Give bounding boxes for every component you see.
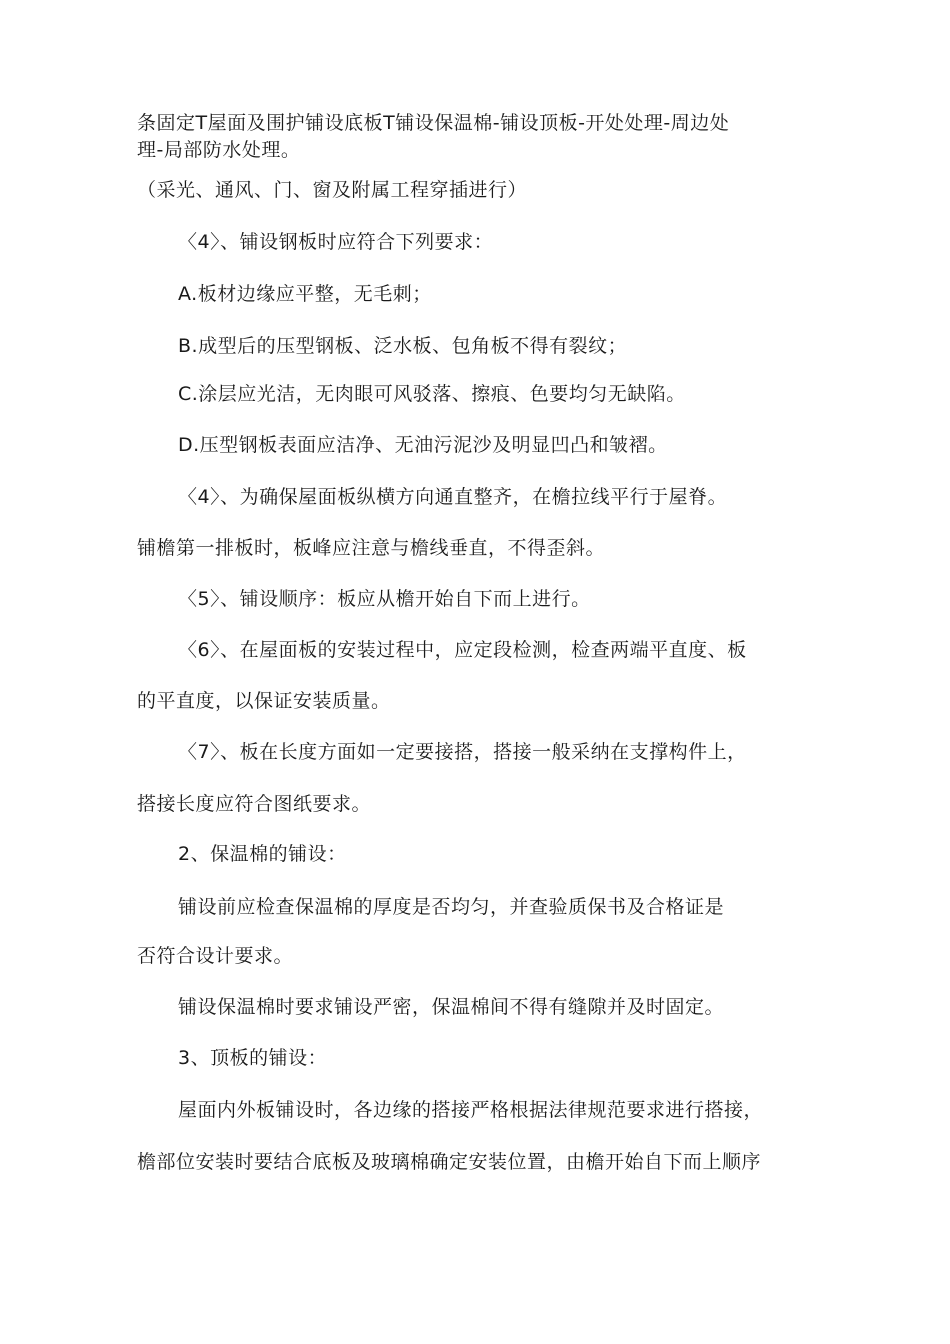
text-line: 铺设前应检查保温棉的厚度是否均匀，并查验质保书及合格证是 — [178, 896, 725, 918]
text-line: 的平直度，以保证安装质量。 — [137, 690, 391, 712]
text-line: 〈7〉、板在长度方面如一定要接搭，搭接一般采纳在支撑构件上， — [178, 741, 747, 763]
text-line: 铺设保温棉时要求铺设严密，保温棉间不得有缝隙并及时固定。 — [178, 996, 725, 1018]
text-line: C.涂层应光洁，无肉眼可风驳落、擦痕、色要均匀无缺陷。 — [178, 383, 686, 405]
text-line: 檐部位安装时要结合底板及玻璃棉确定安装位置，由檐开始自下而上顺序 — [137, 1151, 762, 1173]
text-line: D.压型钢板表面应洁净、无油污泥沙及明显凹凸和皱褶。 — [178, 434, 668, 456]
text-line: 〈4〉、为确保屋面板纵横方向通直整齐，在檐拉线平行于屋脊。 — [178, 486, 728, 508]
text-line: A.板材边缘应平整，无毛刺； — [178, 283, 432, 305]
text-line: 〈6〉、在屋面板的安装过程中，应定段检测，检查两端平直度、板 — [178, 639, 747, 661]
text-line: 铺檐第一排板时，板峰应注意与檐线垂直，不得歪斜。 — [137, 537, 606, 559]
text-line: 理-局部防水处理。 — [137, 139, 301, 161]
text-line: 〈4〉、铺设钢板时应符合下列要求： — [178, 231, 494, 253]
text-line: 搭接长度应符合图纸要求。 — [137, 793, 372, 815]
text-line: （采光、通风、门、窗及附属工程穿插进行） — [137, 179, 528, 201]
text-line: 条固定T屋面及围护铺设底板T铺设保温棉-铺设顶板-开处处理-周边处 — [137, 112, 730, 134]
text-line: B.成型后的压型钢板、泛水板、包角板不得有裂纹； — [178, 335, 628, 357]
text-line: 屋面内外板铺设时，各边缘的搭接严格根据法律规范要求进行搭接， — [178, 1099, 764, 1121]
text-line: 2、保温棉的铺设： — [178, 843, 347, 865]
text-line: 否符合设计要求。 — [137, 945, 294, 967]
text-line: 〈5〉、铺设顺序：板应从檐开始自下而上进行。 — [178, 588, 591, 610]
text-line: 3、顶板的铺设： — [178, 1047, 328, 1069]
